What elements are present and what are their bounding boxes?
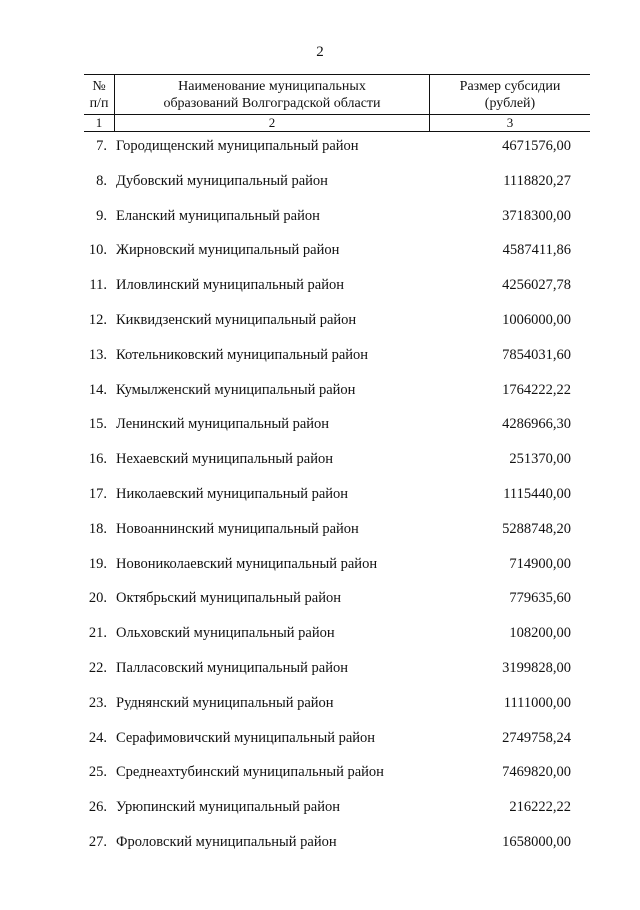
table-row xyxy=(84,623,590,658)
row-number: 17. xyxy=(88,485,107,502)
row-subsidy-amount: 7854031,60 xyxy=(502,346,571,363)
table-row xyxy=(84,380,590,415)
column-index-2: 2 xyxy=(115,115,430,131)
row-number: 13. xyxy=(88,346,107,363)
row-subsidy-amount: 779635,60 xyxy=(509,590,571,607)
row-number: 25. xyxy=(88,764,107,781)
row-municipality-name: Еланский муниципальный район xyxy=(116,207,320,224)
header-col-number-line2: п/п xyxy=(89,96,109,111)
table-row xyxy=(84,275,590,310)
row-number: 12. xyxy=(88,311,107,328)
row-subsidy-amount: 7469820,00 xyxy=(502,764,571,781)
header-col-amount-line2: (рублей) xyxy=(484,96,536,111)
row-subsidy-amount: 216222,22 xyxy=(509,799,571,816)
column-index-3: 3 xyxy=(506,115,514,130)
row-municipality-name: Октябрьский муниципальный район xyxy=(116,590,341,607)
row-number: 15. xyxy=(88,416,107,433)
row-municipality-name: Новоаннинский муниципальный район xyxy=(116,520,359,537)
row-number: 9. xyxy=(96,207,107,224)
row-municipality-name: Котельниковский муниципальный район xyxy=(116,346,369,363)
row-subsidy-amount: 714900,00 xyxy=(509,555,571,572)
table-body xyxy=(84,136,590,867)
table-row xyxy=(84,414,590,449)
row-subsidy-amount: 108200,00 xyxy=(509,625,571,642)
row-municipality-name: Нехаевский муниципальный район xyxy=(116,451,334,468)
header-col-amount-line1: Размер субсидии xyxy=(459,79,561,94)
table-row xyxy=(84,240,590,275)
row-number: 26. xyxy=(88,799,107,816)
row-number: 21. xyxy=(88,625,107,642)
row-municipality-name: Фроловский муниципальный район xyxy=(116,833,337,850)
row-number: 20. xyxy=(88,590,107,607)
table-row xyxy=(84,345,590,380)
row-municipality-name: Иловлинский муниципальный район xyxy=(116,277,344,294)
row-subsidy-amount: 4286966,30 xyxy=(502,416,571,433)
row-number: 27. xyxy=(88,833,107,850)
table-row xyxy=(84,206,590,241)
row-municipality-name: Николаевский муниципальный район xyxy=(116,485,349,502)
table-row xyxy=(84,797,590,832)
row-subsidy-amount: 1115440,00 xyxy=(503,485,571,502)
table-row xyxy=(84,449,590,484)
row-number: 24. xyxy=(88,729,107,746)
table-row xyxy=(84,693,590,728)
row-subsidy-amount: 4587411,86 xyxy=(502,242,571,259)
row-municipality-name: Жирновский муниципальный район xyxy=(116,242,340,259)
row-number: 23. xyxy=(88,694,107,711)
header-col-number-line1: № xyxy=(92,79,106,94)
table-row xyxy=(84,728,590,763)
row-number: 10. xyxy=(88,242,107,259)
row-subsidy-amount: 1658000,00 xyxy=(502,833,571,850)
table-row xyxy=(84,310,590,345)
table-row xyxy=(84,519,590,554)
row-number: 8. xyxy=(96,172,107,189)
column-index-1: 1 xyxy=(84,115,115,131)
table-row xyxy=(84,171,590,206)
table-row xyxy=(84,484,590,519)
column-index-row xyxy=(84,115,590,132)
row-subsidy-amount: 4256027,78 xyxy=(502,277,571,294)
row-municipality-name: Киквидзенский муниципальный район xyxy=(116,311,357,328)
table-row xyxy=(84,588,590,623)
row-municipality-name: Городищенский муниципальный район xyxy=(116,138,359,154)
row-subsidy-amount: 1111000,00 xyxy=(503,694,571,711)
page-number: 2 xyxy=(316,44,324,60)
table-row xyxy=(84,136,590,171)
header-col-name xyxy=(115,75,430,114)
row-number: 22. xyxy=(88,659,107,676)
row-number: 16. xyxy=(88,451,107,468)
row-subsidy-amount: 2749758,24 xyxy=(502,729,571,746)
row-municipality-name: Кумылженский муниципальный район xyxy=(116,381,356,398)
row-municipality-name: Руднянский муниципальный район xyxy=(116,694,334,711)
header-col-name-line1: Наименование муниципальных xyxy=(178,79,366,94)
row-municipality-name: Палласовский муниципальный район xyxy=(116,659,348,676)
row-number: 19. xyxy=(88,555,107,572)
row-number: 14. xyxy=(88,381,107,398)
row-subsidy-amount: 3718300,00 xyxy=(502,207,571,224)
header-col-number xyxy=(84,75,115,114)
subsidy-table xyxy=(84,74,590,867)
row-municipality-name: Серафимовичский муниципальный район xyxy=(116,729,376,746)
row-number: 18. xyxy=(88,520,107,537)
header-col-amount xyxy=(430,75,590,114)
row-subsidy-amount: 1006000,00 xyxy=(502,311,571,328)
header-col-name-line2: образований Волгоградской области xyxy=(163,96,381,111)
table-row xyxy=(84,832,590,867)
table-row xyxy=(84,658,590,693)
row-municipality-name: Новониколаевский муниципальный район xyxy=(116,555,378,572)
row-subsidy-amount: 3199828,00 xyxy=(502,659,571,676)
table-row xyxy=(84,554,590,589)
row-municipality-name: Ленинский муниципальный район xyxy=(116,416,330,433)
row-subsidy-amount: 251370,00 xyxy=(509,451,571,468)
row-municipality-name: Дубовский муниципальный район xyxy=(116,172,328,189)
row-subsidy-amount: 1764222,22 xyxy=(502,381,571,398)
row-number: 7. xyxy=(96,138,107,154)
table-header xyxy=(84,74,590,115)
table-row xyxy=(84,762,590,797)
row-subsidy-amount: 4671576,00 xyxy=(502,138,571,154)
row-municipality-name: Среднеахтубинский муниципальный район xyxy=(116,764,384,781)
row-municipality-name: Урюпинский муниципальный район xyxy=(116,799,340,816)
row-subsidy-amount: 5288748,20 xyxy=(502,520,571,537)
row-municipality-name: Ольховский муниципальный район xyxy=(116,625,335,642)
row-subsidy-amount: 1118820,27 xyxy=(503,172,571,189)
row-number: 11. xyxy=(89,277,107,294)
